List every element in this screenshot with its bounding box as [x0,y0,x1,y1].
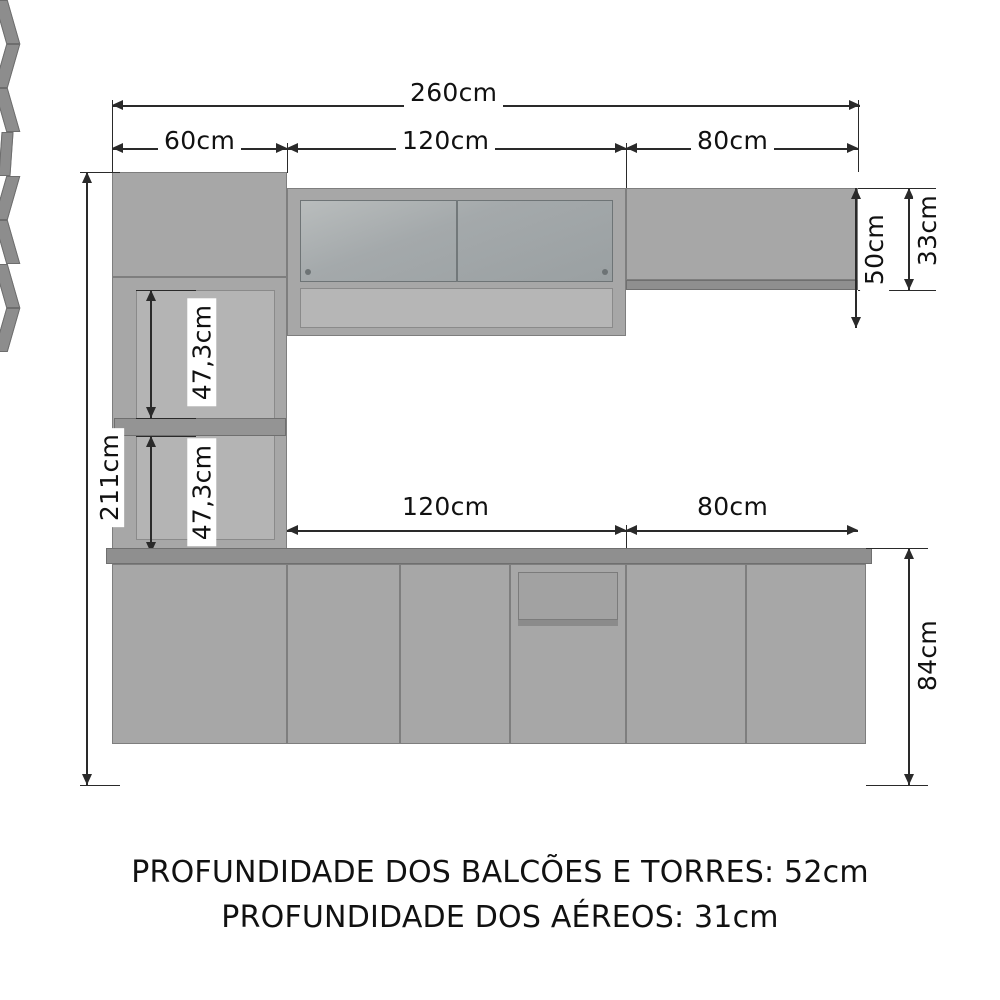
base-drawer-handle [518,620,618,626]
dim-80-bottom-arrow-left [626,525,637,535]
glass-handle-left [305,269,311,275]
dim-80-bottom-line [626,530,858,532]
base-cabinet-door-4 [626,564,746,744]
dim-473-1-arrow-down [146,407,156,418]
dim-60-arrow-left [112,143,123,153]
dim-120-bottom-arrow-left [287,525,298,535]
base-cabinet-door-3 [400,564,510,744]
dim-33-label: 33cm [913,189,942,272]
dim-50-label: 50cm [860,208,889,291]
dim-80-top-label: 80cm [691,126,774,155]
dim-total-width-arrow-left [112,100,123,110]
glass-handle-right [602,269,608,275]
dim-80-bottom-label: 80cm [691,492,774,521]
dim-50-arrow-down [851,317,861,328]
dim-473-2-arrow-up [146,436,156,447]
upper-right-cabinet [626,188,858,280]
ext-line-left-260 [112,100,113,172]
dim-80-bottom-arrow-right [847,525,858,535]
dim-60-arrow-right [276,143,287,153]
leg-7 [0,264,20,308]
upper-right-cabinet-base [626,280,858,290]
dim-84-line [908,548,910,785]
leg-4 [0,132,14,176]
dim-473-1-arrow-up [146,290,156,301]
tower-shelf [114,418,286,436]
dim-473-2-label: 47,3cm [187,439,216,547]
leg-8 [0,308,20,352]
dim-33-line [908,188,910,290]
caption-depth-uppers: PROFUNDIDADE DOS AÉREOS: 31cm [221,900,779,935]
dim-total-width-label: 260cm [404,78,503,107]
dim-211-label: 211cm [95,428,124,527]
base-cabinet-door-2 [287,564,400,744]
dim-120-bottom-line [287,530,626,532]
dim-84-arrow-down [904,774,914,785]
leg-2 [0,44,20,88]
ext-line-right-260 [858,100,859,172]
ext-211-bottom [80,785,120,786]
ext-shelf2-top [136,436,196,437]
ext-84-top [866,548,928,549]
base-cabinet-door-5 [746,564,866,744]
dim-120-top-arrow-right [615,143,626,153]
countertop [106,548,872,564]
ext-shelf1-bottom [136,418,196,419]
dim-211-line [86,172,88,785]
leg-6 [0,220,20,264]
dim-473-2-line [150,436,152,553]
dim-80-top-arrow-left [626,143,637,153]
leg-5 [0,176,20,220]
dim-33-arrow-down [904,279,914,290]
dim-120-top-label: 120cm [396,126,495,155]
upper-center-niche [300,288,613,328]
dim-211-arrow-down [82,774,92,785]
dim-60-label: 60cm [158,126,241,155]
dim-120-bottom-arrow-right [615,525,626,535]
dim-473-1-label: 47,3cm [187,299,216,407]
glass-door-divider [456,200,458,282]
ext-shelf1-top [136,290,196,291]
dim-50-arrow-up [851,188,861,199]
leg-3 [0,88,20,132]
dim-473-1-line [150,290,152,418]
base-drawer-front [518,572,618,620]
dim-50-line [855,188,857,328]
base-cabinet-door-1 [112,564,287,744]
tower-upper-door [112,172,287,277]
dim-80-top-arrow-right [847,143,858,153]
ext-84-bottom [866,785,928,786]
caption-depth-counters: PROFUNDIDADE DOS BALCÕES E TORRES: 52cm [131,855,869,890]
dim-120-bottom-label: 120cm [396,492,495,521]
dim-211-arrow-up [82,172,92,183]
dim-84-label: 84cm [913,614,942,697]
dim-120-top-arrow-left [287,143,298,153]
dim-84-arrow-up [904,548,914,559]
leg-1 [0,0,20,44]
